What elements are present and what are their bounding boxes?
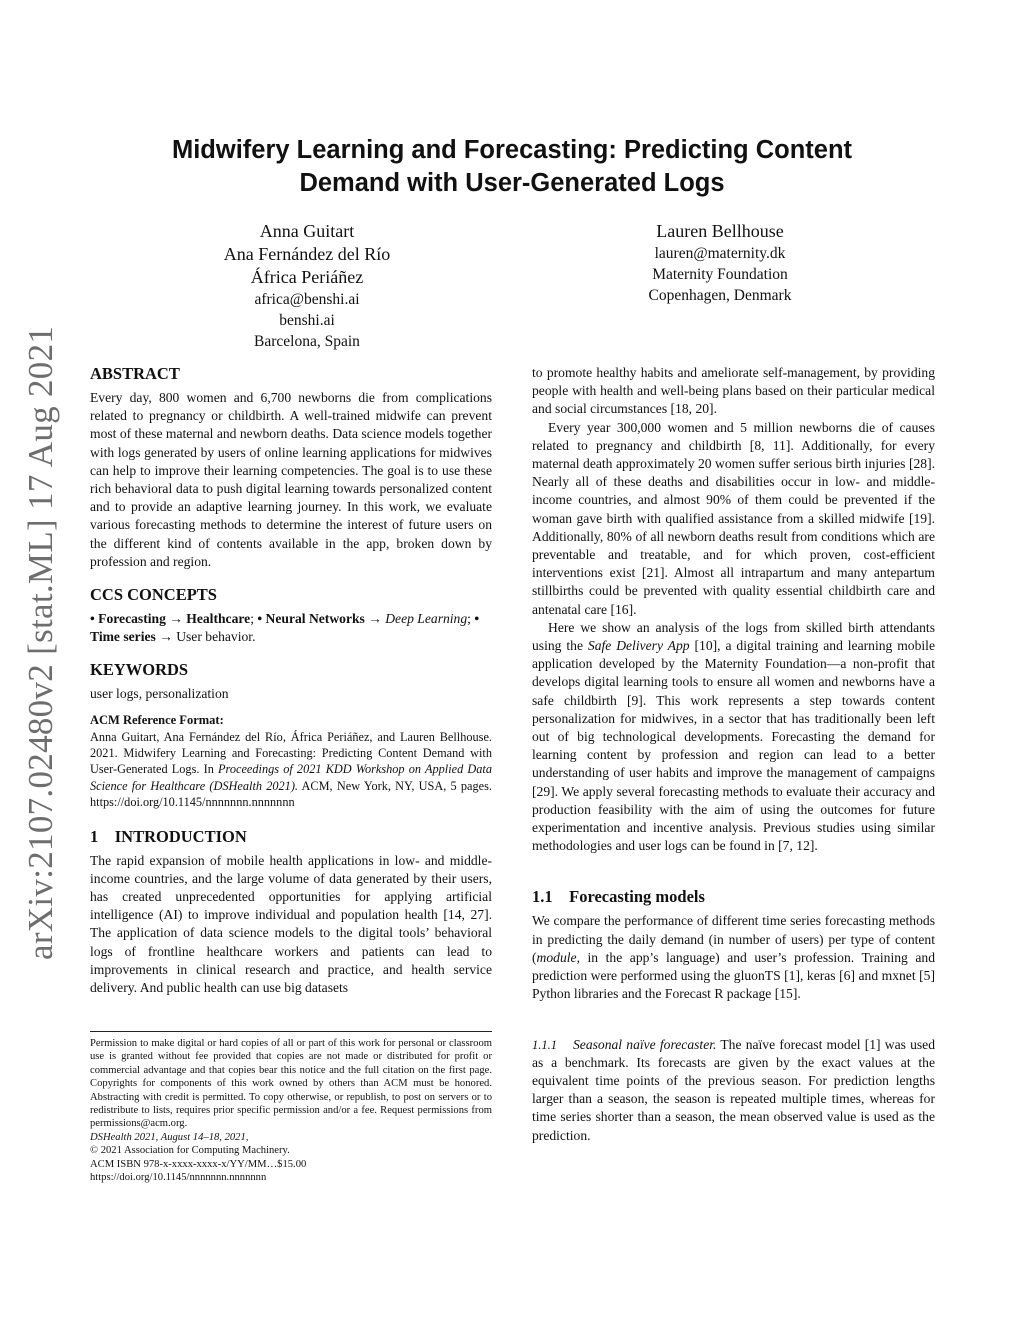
author-block-left bbox=[165, 220, 449, 352]
ccs-separator: ; bbox=[250, 611, 258, 627]
author-name: Lauren Bellhouse bbox=[656, 221, 784, 241]
section-1-1-heading: 1.1 Forecasting models bbox=[532, 887, 705, 907]
right-column bbox=[532, 364, 935, 1145]
author-name: Anna Guitart bbox=[259, 221, 355, 241]
author-name: Ana Fernández del Río bbox=[223, 244, 391, 264]
copyright-note: © 2021 Association for Computing Machinery. bbox=[90, 1145, 290, 1157]
acm-reference-text bbox=[90, 729, 492, 811]
ccs-separator: ; bbox=[467, 611, 475, 627]
app-name: Safe Delivery App bbox=[587, 638, 690, 654]
acm-reference-heading: ACM Reference Format: bbox=[90, 712, 224, 727]
ccs-term: • Neural Networks bbox=[257, 611, 365, 627]
acm-reference-venue: Proceedings of 2021 KDD Workshop on Applied Data Science for Healthcare (DSHealth 2021). bbox=[90, 762, 492, 793]
author-email: africa@benshi.ai bbox=[254, 291, 360, 308]
acm-reference-part: ACM, New York, NY, USA, 5 pages. https://doi.org/10.1145/nnnnnnn.nnnnnnn bbox=[90, 778, 492, 810]
isbn-note: ACM ISBN 978-x-xxxx-xxxx-x/YY/MM…$15.00 bbox=[90, 1158, 307, 1170]
ccs-term: Deep Learning bbox=[385, 611, 468, 627]
paragraph-part: , in the app’s language) and user’s profession. Training and prediction were performed using the gluonTS [1], keras [6] and mxnet [5] Python libraries and the Forecast R package [15]. bbox=[532, 949, 935, 1002]
subsection-number: 1.1.1 bbox=[532, 1037, 557, 1052]
ccs-term: User behavior. bbox=[176, 629, 256, 645]
footnote bbox=[90, 1037, 492, 1184]
paragraph bbox=[532, 912, 935, 1003]
subsection-title: Seasonal naïve forecaster. bbox=[573, 1036, 717, 1052]
module-term: module bbox=[536, 949, 577, 965]
acm-reference-part: Anna Guitart, Ana Fernández del Río, África Periáñez, and Lauren Bellhouse. 2021. Midwifery Learning and Forecasting: Predicting Content Demand with User-Generated Logs. In bbox=[90, 729, 492, 777]
venue-note: DSHealth 2021, August 14–18, 2021, bbox=[90, 1131, 249, 1143]
paragraph: to promote healthy habits and ameliorate self-management, by providing people with health and well-being plans based on their particular medical and social circumstances [18, 20]. bbox=[532, 365, 935, 417]
doi-note: https://doi.org/10.1145/nnnnnnn.nnnnnnn bbox=[90, 1172, 267, 1184]
permission-notice: Permission to make digital or hard copies of all or part of this work for personal or classroom use is granted without fee provided that copies are not made or distributed for profit or commercial advantage and that copies bear this notice and the full citation on the first page. Copyrights for components of this work owned by others than ACM must be honored. Abstracting with credit is permitted. To copy otherwise, or republish, to post on servers or to redistribute to lists, requires prior specific permission and/or a fee. Request permissions from permissions@acm.org. bbox=[90, 1038, 492, 1130]
keywords-heading: KEYWORDS bbox=[90, 660, 189, 680]
ccs-arrow: → bbox=[165, 611, 187, 627]
ccs-heading: CCS CONCEPTS bbox=[90, 585, 217, 605]
author-email: lauren@maternity.dk bbox=[654, 245, 786, 262]
ccs-arrow: → bbox=[364, 611, 386, 627]
paragraph: Every year 300,000 women and 5 million newborns die of causes related to pregnancy and childbirth [8, 11]. Additionally, for every maternal death approximately 20 women suffer serious birth injuries [28]. Nearly all of these deaths and disabilities occur in low- and middle-income countries, and almost 90% of them could be prevented if the woman gave birth with qualified assistance from a skilled midwife [19]. Additionally, 80% of all newborn deaths result from conditions which are preventable and treatable, and for which proven, cost-efficient interventions exist [21]. Almost all intrapartum and many antepartum stillbirths could be prevented with quality essential childbirth care and antenatal care [16]. bbox=[532, 419, 935, 617]
paragraph-part: The naïve forecast model [1] was used as a benchmark. Its forecasts are given by the exact values at the equivalent time points of the previous season. For prediction lengths larger than a season, the season is repeated multiple times, whereas for time series shorter than a season, the mean observed value is used as the prediction. bbox=[532, 1036, 936, 1143]
ccs-term: • Forecasting bbox=[90, 611, 166, 627]
introduction-heading: 1 INTRODUCTION bbox=[90, 826, 247, 846]
ccs-arrow: → bbox=[155, 629, 177, 645]
ccs-text bbox=[90, 610, 492, 646]
abstract-text: Every day, 800 women and 6,700 newborns die from complications related to pregnancy or childbirth. A well-trained midwife can prevent most of these maternal and newborn deaths. Data science models together with logs generated by users of online learning applications for midwives can help to improve their learning competencies. The goal is to use these rich behavioral data to push digital learning towards personalized content and to provide an adaptive learning journey. In this work, we evaluate various forecasting methods to determine the interest of future users on the different kind of contents available in the app, broken down by profession and region. bbox=[90, 390, 493, 569]
arxiv-identifier: arXiv:2107.02480v2 [stat.ML] 17 Aug 2021 bbox=[21, 325, 60, 960]
paragraph-part: We compare the performance of different time series forecasting methods in predicting the daily demand (in number of users) per type of content ( bbox=[532, 913, 935, 965]
paper-title bbox=[80, 134, 944, 200]
keywords-text: user logs, personalization bbox=[90, 686, 229, 702]
author-name: África Periáñez bbox=[250, 267, 364, 287]
left-column bbox=[90, 364, 492, 997]
title-line-2: Demand with User-Generated Logs bbox=[299, 169, 725, 197]
abstract-heading: ABSTRACT bbox=[90, 364, 180, 383]
introduction-text: The rapid expansion of mobile health applications in low- and middle-income countries, and the large volume of data generated by their users, has created unprecedented opportunities for applying artificial intelligence (AI) to improve individual and population health [14, 27]. The application of data science models to the digital tools’ behavioral logs of frontline healthcare workers and patients can lead to improvements in clinical research and practice, and health service delivery. And public health can use big datasets bbox=[90, 852, 492, 996]
author-location: Copenhagen, Denmark bbox=[648, 287, 792, 304]
author-org: benshi.ai bbox=[279, 312, 335, 329]
paragraph-part: [10], a digital training and learning mobile application developed by the Maternity Foundation—a non-profit that develops digital learning tools to ensure all women and newborns have a safe childbirth [9]. This work represents a step towards content personalization for midwives, in a sector that has traditionally been left out of big technological developments. Forecasting the demand for learning content by profession and region can lead to a better understanding of user habits and improve the management of campaigns [29]. We apply several forecasting methods to evaluate their accuracy and production feasibility with the aim of using the outcomes for future experimentation and incentive analysis. Previous studies using similar methodologies and user logs can be found in [7, 12]. bbox=[532, 638, 935, 854]
ccs-term: • Time series bbox=[90, 611, 480, 645]
paragraph bbox=[532, 619, 935, 856]
title-line-1: Midwifery Learning and Forecasting: Predicting Content bbox=[171, 136, 853, 164]
section-1-1-1 bbox=[532, 1036, 935, 1145]
author-location: Barcelona, Spain bbox=[254, 333, 360, 350]
author-org: Maternity Foundation bbox=[652, 266, 788, 283]
ccs-term: Healthcare bbox=[186, 611, 251, 627]
author-block-right bbox=[578, 220, 862, 306]
footnote-divider bbox=[90, 1031, 492, 1032]
paragraph-part: Here we show an analysis of the logs from skilled birth attendants using the bbox=[532, 619, 935, 654]
